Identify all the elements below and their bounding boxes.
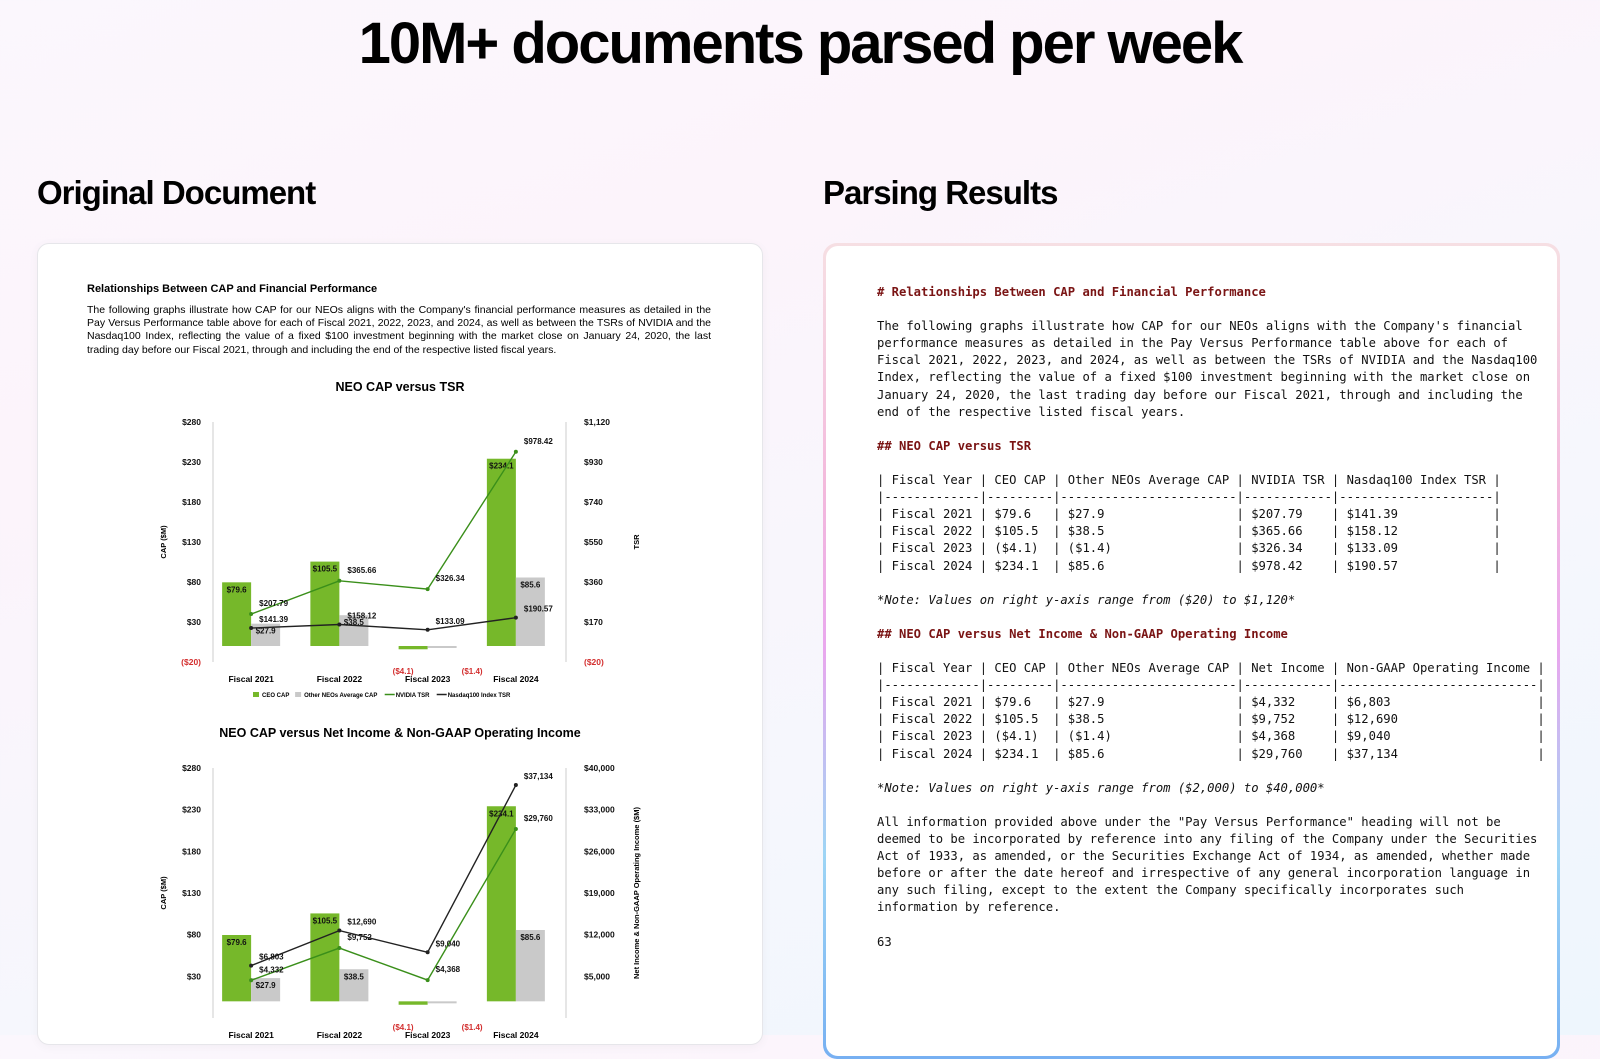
md-table-2: | Fiscal Year | CEO CAP | Other NEOs Average CAP | Net Income | Non-GAAP Operating Income | |-------------|---------|------------------------|------------|---------------------------| | Fiscal 2021 | $79.6 | $27.9 | $4,332 | $6,803 | | Fiscal 2022 | $105.5 | $38.5 | $9,752 | $12,690 | | Fiscal 2023 | ($4.1) | ($1.4) | $4,368 | $9,040 | | Fiscal 2024 | $234.1 | $85.6 | $29,760 | $37,134 | bbox=[877, 661, 1545, 761]
line-point bbox=[337, 929, 341, 933]
line-point bbox=[426, 950, 430, 954]
left-tick-label: $230 bbox=[182, 804, 201, 815]
line-value-label: $141.39 bbox=[259, 615, 289, 625]
parsing-results-card[interactable] bbox=[826, 246, 1557, 1056]
line-value-label: $4,332 bbox=[259, 965, 284, 975]
right-tick-label: $19,000 bbox=[584, 888, 615, 898]
left-tick-label: $80 bbox=[186, 577, 201, 587]
left-axis-title: CAP ($M) bbox=[159, 525, 168, 559]
other-neos-cap-bar bbox=[428, 646, 457, 648]
md-heading-2b: ## NEO CAP versus Net Income & Non-GAAP Operating Income bbox=[877, 626, 1288, 641]
md-page-number: 63 bbox=[877, 934, 892, 949]
line-point bbox=[337, 623, 341, 627]
line-value-label: $978.42 bbox=[523, 436, 553, 446]
left-tick-label: $280 bbox=[182, 417, 201, 427]
ceo-cap-bar bbox=[310, 562, 339, 646]
bar-value-label: $234.1 bbox=[489, 461, 514, 471]
md-heading-1: # Relationships Between CAP and Financial Performance bbox=[877, 285, 1266, 299]
hero-title: 10M+ documents parsed per week bbox=[358, 11, 1242, 76]
md-paragraph-2: All information provided above under the "Pay Versus Performance" heading will not be deemed to be incorporated by reference into any filing of the Company under the Securities Act of 1933, as amended, or the Securities Exchange Act of 1934, as amended, whether made before or after the date hereof and irrespective of any general incorporation language in any such filing, except to the extent the Company specifically incorporates such information by reference. bbox=[877, 814, 1538, 915]
chart-2-title: NEO CAP versus Net Income & Non-GAAP Operating Income bbox=[219, 726, 581, 740]
left-tick-label: $130 bbox=[182, 888, 201, 898]
left-tick-label: $30 bbox=[186, 617, 201, 627]
bar-value-label: $38.5 bbox=[343, 618, 364, 628]
right-tick-label: $12,000 bbox=[584, 929, 615, 940]
right-tick-label: $40,000 bbox=[584, 763, 615, 773]
series-line-1 bbox=[251, 829, 516, 980]
legend-label: NVIDIA TSR bbox=[395, 693, 430, 699]
ceo-cap-bar bbox=[399, 646, 428, 649]
line-value-label: $9,040 bbox=[435, 939, 461, 949]
right-tick-label: $740 bbox=[584, 497, 603, 507]
line-point bbox=[514, 450, 518, 454]
document-heading: Relationships Between CAP and Financial Performance bbox=[87, 283, 378, 295]
line-point bbox=[426, 978, 430, 982]
line-point bbox=[426, 628, 430, 632]
line-value-label: $4,368 bbox=[435, 965, 461, 975]
bar-value-label: $105.5 bbox=[312, 916, 338, 926]
bar-value-label: $79.6 bbox=[226, 585, 247, 595]
line-point bbox=[337, 946, 341, 950]
right-tick-label: $26,000 bbox=[584, 846, 615, 857]
bar-value-label: ($4.1) bbox=[392, 667, 414, 676]
series-line-2 bbox=[251, 785, 516, 966]
chart-neo-cap-vs-income bbox=[148, 760, 648, 1045]
left-tick-label: $80 bbox=[186, 929, 201, 940]
line-value-label: $12,690 bbox=[347, 917, 377, 927]
category-label: Fiscal 2024 bbox=[493, 1030, 539, 1040]
chart-1-title: NEO CAP versus TSR bbox=[335, 380, 465, 394]
original-document-heading: Original Document bbox=[37, 174, 316, 211]
bar-value-label: $27.9 bbox=[255, 981, 276, 991]
legend-swatch bbox=[253, 692, 259, 697]
bar-value-label: ($1.4) bbox=[461, 667, 483, 676]
line-point bbox=[514, 616, 518, 620]
right-tick-label: $1,120 bbox=[584, 417, 610, 427]
right-tick-label: $930 bbox=[584, 457, 603, 467]
md-heading-2a: ## NEO CAP versus TSR bbox=[877, 438, 1032, 453]
category-label: Fiscal 2022 bbox=[316, 1030, 363, 1040]
line-value-label: $326.34 bbox=[435, 574, 465, 584]
left-tick-label: $180 bbox=[182, 846, 201, 857]
line-point bbox=[426, 587, 430, 591]
series-line-1 bbox=[251, 452, 516, 614]
bar-value-label: $234.1 bbox=[489, 809, 514, 819]
legend-label: Other NEOs Average CAP bbox=[304, 693, 378, 699]
category-label: Fiscal 2021 bbox=[228, 1030, 274, 1040]
category-label: Fiscal 2024 bbox=[493, 674, 539, 684]
left-tick-label: $180 bbox=[182, 497, 201, 507]
right-axis-title: TSR bbox=[632, 534, 641, 550]
document-page bbox=[87, 283, 711, 357]
category-label: Fiscal 2022 bbox=[316, 674, 363, 684]
line-value-label: $9,752 bbox=[347, 933, 372, 943]
left-tick-label: $30 bbox=[186, 971, 201, 982]
left-tick-label: $280 bbox=[182, 763, 201, 773]
legend-swatch bbox=[295, 692, 301, 697]
line-point bbox=[514, 827, 518, 831]
right-tick-label: $33,000 bbox=[584, 804, 615, 815]
right-tick-label: $360 bbox=[584, 577, 603, 587]
line-value-label: $37,134 bbox=[523, 772, 553, 782]
bar-value-label: ($1.4) bbox=[461, 1023, 483, 1032]
line-value-label: $365.66 bbox=[347, 565, 377, 575]
line-point bbox=[249, 626, 253, 630]
line-value-label: $190.57 bbox=[523, 604, 553, 614]
bar-value-label: $105.5 bbox=[312, 564, 338, 574]
series-line-2 bbox=[251, 618, 516, 630]
legend-label: CEO CAP bbox=[262, 693, 290, 699]
bar-value-label: $27.9 bbox=[255, 626, 276, 636]
line-value-label: $29,760 bbox=[523, 813, 553, 823]
bar-value-label: $85.6 bbox=[520, 580, 541, 590]
line-value-label: $133.09 bbox=[435, 616, 465, 626]
line-point bbox=[249, 964, 253, 968]
line-point bbox=[337, 579, 341, 583]
category-label: Fiscal 2021 bbox=[228, 674, 274, 684]
left-axis-title: CAP ($M) bbox=[159, 876, 168, 910]
line-value-label: $158.12 bbox=[347, 611, 377, 621]
category-label: Fiscal 2023 bbox=[404, 1030, 451, 1040]
md-note-1: *Note: Values on right y-axis range from ($20) to $1,120* bbox=[877, 592, 1296, 607]
bar-value-label: $79.6 bbox=[226, 938, 247, 947]
line-point bbox=[514, 783, 518, 787]
category-label: Fiscal 2023 bbox=[404, 674, 451, 684]
parsing-results-frame bbox=[823, 243, 1560, 1059]
ceo-cap-bar bbox=[399, 1001, 428, 1004]
other-neos-cap-bar bbox=[428, 1001, 457, 1003]
bar-value-label: ($4.1) bbox=[392, 1023, 414, 1032]
line-point bbox=[249, 612, 253, 616]
bar-value-label: $85.6 bbox=[520, 933, 541, 942]
line-value-label: $207.79 bbox=[259, 599, 289, 609]
md-note-2: *Note: Values on right y-axis range from ($2,000) to $40,000* bbox=[877, 780, 1325, 795]
right-tick-label: $170 bbox=[584, 617, 603, 627]
bar-value-label: $38.5 bbox=[343, 972, 364, 982]
legend-label: Nasdaq100 Index TSR bbox=[447, 693, 511, 699]
parsing-results-heading: Parsing Results bbox=[823, 174, 1058, 211]
right-tick-label: $5,000 bbox=[584, 971, 610, 982]
right-tick-label: ($20) bbox=[584, 657, 604, 667]
original-document-card[interactable] bbox=[37, 243, 763, 1045]
chart-neo-cap-vs-tsr bbox=[148, 414, 648, 714]
document-paragraph: The following graphs illustrate how CAP for our NEOs aligns with the Company's financial performance measures as detailed in the Pay Versus Performance table above for each of Fiscal 2021, 2022, 2023, and 2024, as well as between the TSRs of NVIDIA and the Nasdaq100 Index, reflecting the value of a fixed $100 investment beginning with the market close on January 24, 2020, the last trading day before our Fiscal 2021, through and including the end of the respective listed fiscal years. bbox=[87, 304, 711, 356]
right-axis-title: Net Income & Non-GAAP Operating Income ($M) bbox=[632, 807, 641, 979]
md-table-1: | Fiscal Year | CEO CAP | Other NEOs Average CAP | NVIDIA TSR | Nasdaq100 Index TSR | |-------------|---------|------------------------|------------|---------------------| | Fiscal 2021 | $79.6 | $27.9 | $207.79 | $141.39 | | Fiscal 2022 | $105.5 | $38.5 | $365.66 | $158.12 | | Fiscal 2023 | ($4.1) | ($1.4) | $326.34 | $133.09 | | Fiscal 2024 | $234.1 | $85.6 | $978.42 | $190.57 | bbox=[877, 473, 1501, 573]
right-tick-label: $550 bbox=[584, 537, 603, 547]
md-paragraph-1: The following graphs illustrate how CAP for our NEOs aligns with the Company's financial performance measures as detailed in the Pay Versus Performance table above for each of Fiscal 2021, 2022, 2023, and 2024, as well as between the TSRs of NVIDIA and the Nasdaq100 Index, reflecting the value of a fixed $100 investment beginning with the market close on January 24, 2020, the last trading day before our Fiscal 2021, through and including the end of the respective listed fiscal years. bbox=[877, 319, 1538, 419]
line-value-label: $6,803 bbox=[259, 952, 284, 962]
left-tick-label: ($20) bbox=[181, 657, 201, 667]
markdown-output[interactable] bbox=[877, 284, 1545, 951]
left-tick-label: $230 bbox=[182, 457, 201, 467]
line-point bbox=[249, 978, 253, 982]
left-tick-label: $130 bbox=[182, 537, 201, 547]
